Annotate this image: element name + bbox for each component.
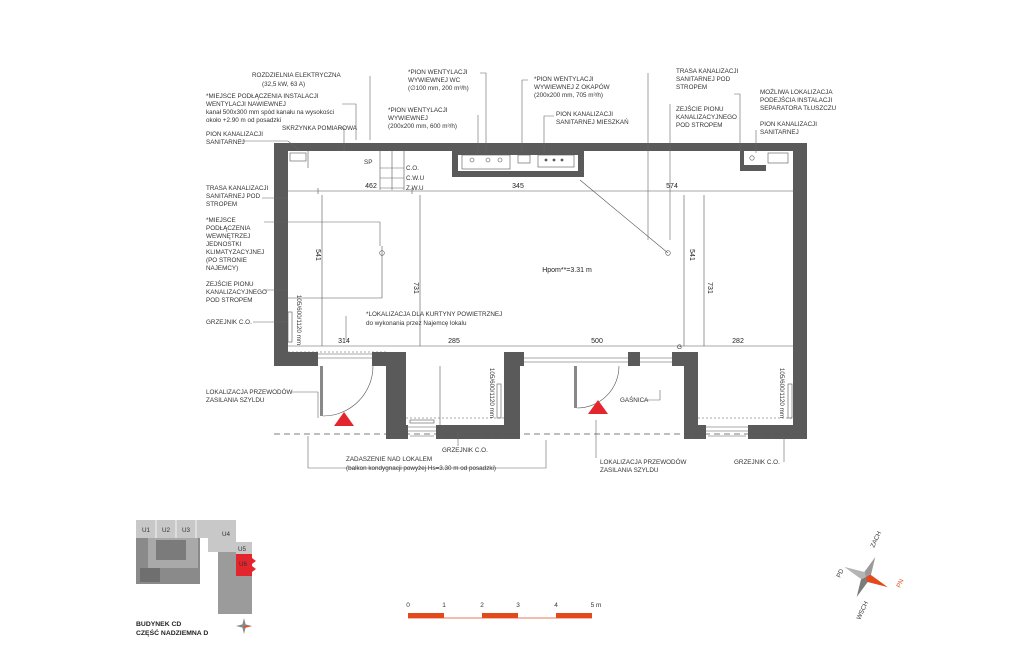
- svg-text:KANALIZACYJNEGO: KANALIZACYJNEGO: [676, 114, 737, 121]
- svg-text:PODŁĄCZENIA: PODŁĄCZENIA: [206, 225, 251, 232]
- svg-text:ZEJŚCIE PIONU: ZEJŚCIE PIONU: [676, 106, 724, 113]
- svg-text:około +2.90 m od posadzki: około +2.90 m od posadzki: [206, 117, 282, 124]
- svg-text:(32,5 kW, 63 A): (32,5 kW, 63 A): [262, 81, 306, 88]
- callout-zasilanie-prawe: [600, 457, 686, 474]
- callout-trasa-lewa: [206, 185, 269, 208]
- svg-text:KANALIZACYJNEGO: KANALIZACYJNEGO: [206, 289, 267, 296]
- svg-text:GAŚNICA: GAŚNICA: [620, 397, 649, 404]
- dim-vertical-1: 541: [314, 249, 321, 261]
- svg-text:ZASILANIA SZYLDU: ZASILANIA SZYLDU: [206, 397, 265, 404]
- svg-text:SKRZYNKA POMIAROWA: SKRZYNKA POMIAROWA: [282, 125, 357, 132]
- key-unit-2: U2: [162, 527, 171, 534]
- callout-grzejnik-lewy: [206, 319, 252, 326]
- pipe-zwu: Z.W.U: [406, 185, 424, 192]
- svg-text:SANITARNEJ POD: SANITARNEJ POD: [206, 193, 261, 200]
- callout-trasa-prawa: [676, 68, 739, 91]
- svg-text:SANITARNEJ POD: SANITARNEJ POD: [676, 76, 731, 83]
- radiator-mid-size: 105/600/1120 mm: [488, 367, 495, 419]
- svg-text:WENTYLACJI NAWIEWNEJ: WENTYLACJI NAWIEWNEJ: [206, 101, 286, 108]
- callout-zasilanie-lewe: [206, 387, 292, 404]
- fixtures: [290, 153, 788, 255]
- svg-text:NAJEMCY): NAJEMCY): [206, 265, 239, 272]
- callout-grzejnik-dol-lewy: [442, 447, 488, 454]
- dim-bottom-2: 285: [448, 338, 460, 345]
- callout-skrzynka: [282, 125, 358, 132]
- callout-rozdzielnia: [252, 72, 342, 88]
- svg-text:SANITARNEJ: SANITARNEJ: [760, 129, 799, 136]
- svg-text:*MIEJSCE: *MIEJSCE: [206, 217, 236, 224]
- svg-text:POD STROPEM: POD STROPEM: [676, 122, 723, 129]
- svg-text:PODEJŚCIA INSTALACJI: PODEJŚCIA INSTALACJI: [760, 97, 833, 104]
- svg-text:GRZEJNIK C.O.: GRZEJNIK C.O.: [206, 319, 252, 326]
- callout-pion-kanalizacji-mieszkan: [556, 111, 629, 126]
- key-plan-caption-2: CZĘŚĆ NADZIEMNA D: [136, 630, 209, 637]
- svg-text:SANITARNEJ MIESZKAŃ: SANITARNEJ MIESZKAŃ: [556, 119, 629, 126]
- callout-zejscie-lewe: [206, 279, 267, 304]
- svg-text:POD STROPEM: POD STROPEM: [206, 297, 253, 304]
- svg-text:ZASILANIA SZYLDU: ZASILANIA SZYLDU: [600, 467, 659, 474]
- radiator-right-size: 105/600/1120 mm: [778, 367, 785, 419]
- callout-pion-kanalizacji-prawy: [760, 121, 817, 136]
- svg-text:ZEJŚCIE PIONU: ZEJŚCIE PIONU: [206, 281, 254, 288]
- callout-pion-wentylacji-wc: [408, 69, 469, 92]
- key-unit-5: U5: [238, 546, 247, 553]
- entrance-marker-right: [588, 400, 608, 414]
- svg-text:PION KANALIZACJI: PION KANALIZACJI: [760, 121, 818, 128]
- svg-text:TRASA KANALIZACJI: TRASA KANALIZACJI: [206, 185, 269, 192]
- pipe-sp: SP: [364, 159, 373, 166]
- callout-klimatyzacja: [206, 217, 264, 272]
- key-plan-compass-icon: [236, 618, 252, 634]
- svg-text:PION KANALIZACJI: PION KANALIZACJI: [556, 111, 614, 118]
- svg-text:*MIEJSCE PODŁĄCZENIA INSTALACJ: *MIEJSCE PODŁĄCZENIA INSTALACJI: [206, 93, 319, 100]
- svg-text:do wykonania przez Najemcę lok: do wykonania przez Najemcę lokalu: [366, 320, 467, 327]
- dim-vertical-4: 731: [706, 282, 713, 294]
- svg-text:ZADASZENIE NAD LOKALEM: ZADASZENIE NAD LOKALEM: [346, 456, 433, 463]
- svg-text:kanał 500x300 mm spód kanału n: kanał 500x300 mm spód kanału na wysokości: [206, 109, 335, 116]
- svg-text:WYWIEWNEJ WC: WYWIEWNEJ WC: [408, 77, 461, 84]
- svg-text:GRZEJNIK C.O.: GRZEJNIK C.O.: [442, 447, 488, 454]
- scale-label-5: 5 m: [590, 602, 602, 609]
- key-plan-caption-1: BUDYNEK CD: [136, 621, 182, 628]
- callout-gasnica: [620, 395, 649, 404]
- dim-top-3: 574: [666, 183, 678, 190]
- svg-text:SANITARNEJ: SANITARNEJ: [206, 139, 245, 146]
- svg-text:MOŻLIWA LOKALIZACJA: MOŻLIWA LOKALIZACJA: [760, 89, 833, 96]
- key-unit-4: U4: [222, 531, 231, 538]
- svg-text:SEPARATORA TŁUSZCZU: SEPARATORA TŁUSZCZU: [760, 105, 837, 112]
- compass-pn: PN: [895, 577, 906, 589]
- svg-text:*PION WENTYLACJI: *PION WENTYLACJI: [534, 76, 594, 83]
- svg-text:(200x200 mm, 600 m³/h): (200x200 mm, 600 m³/h): [388, 123, 457, 130]
- callout-zadaszenie: [346, 456, 496, 472]
- svg-text:WYWIEWNEJ: WYWIEWNEJ: [388, 115, 428, 122]
- room-height: Hpom**=3.31 m: [542, 267, 592, 274]
- svg-text:*PION WENTYLACJI: *PION WENTYLACJI: [388, 107, 448, 114]
- callout-pion-wentylacji-okap: [534, 76, 610, 99]
- windows: [318, 354, 748, 436]
- svg-text:(balkon kondygnacji powyżej Hs: (balkon kondygnacji powyżej Hs=3.30 m od posadzki): [346, 465, 496, 472]
- svg-text:(PO STRONIE: (PO STRONIE: [206, 257, 247, 264]
- gas-g: G: [677, 344, 682, 351]
- interior-lines: [288, 151, 793, 425]
- dim-vertical-2: 731: [412, 282, 419, 294]
- compass-rose-icon: [843, 555, 890, 598]
- svg-text:GRZEJNIK C.O.: GRZEJNIK C.O.: [734, 459, 780, 466]
- svg-text:KLIMATYZACYJNEJ: KLIMATYZACYJNEJ: [206, 249, 265, 256]
- key-unit-1: U1: [142, 527, 151, 534]
- compass-pd: PD: [835, 567, 846, 579]
- svg-text:STROPEM: STROPEM: [676, 84, 708, 91]
- svg-text:(200x200 mm, 705 m³/h): (200x200 mm, 705 m³/h): [534, 92, 603, 99]
- compass-zach: ZACH: [869, 530, 884, 549]
- svg-text:TRASA KANALIZACJI: TRASA KANALIZACJI: [676, 68, 739, 75]
- radiator-left-size: 105/600/1120 mm: [295, 294, 302, 346]
- callout-pion-wentylacji-wyw: [388, 107, 457, 130]
- svg-text:*PION WENTYLACJI: *PION WENTYLACJI: [408, 69, 468, 76]
- svg-text:JEDNOSTKI: JEDNOSTKI: [206, 241, 242, 248]
- key-unit-3: U3: [182, 527, 191, 534]
- walls: [274, 143, 807, 439]
- scale-label-4: 4: [554, 602, 558, 609]
- scale-label-1: 1: [442, 602, 446, 609]
- scale-label-0: 0: [406, 602, 410, 609]
- pipe-co: C.O.: [406, 165, 419, 172]
- scale-bar: [408, 613, 592, 618]
- svg-text:PION KANALIZACJI: PION KANALIZACJI: [206, 131, 264, 138]
- svg-text:LOKALIZACJA PRZEWODÓW: LOKALIZACJA PRZEWODÓW: [206, 389, 293, 396]
- scale-label-2: 2: [480, 602, 484, 609]
- callout-separator: [760, 87, 837, 112]
- svg-text:(∅100 mm, 200 m³/h): (∅100 mm, 200 m³/h): [408, 85, 469, 92]
- scale-label-3: 3: [516, 602, 520, 609]
- svg-text:STROPEM: STROPEM: [206, 201, 238, 208]
- dim-bottom-1: 314: [338, 338, 350, 345]
- callout-kurtyna: [366, 311, 502, 327]
- svg-text:WEWNĘTRZEJ: WEWNĘTRZEJ: [206, 233, 251, 240]
- dim-bottom-3: 500: [591, 338, 603, 345]
- dim-top-2: 345: [512, 183, 524, 190]
- doors: [320, 366, 619, 419]
- key-unit-6: U6: [239, 561, 248, 568]
- svg-text:*LOKALIZACJA DLA KURTYNY POWIE: *LOKALIZACJA DLA KURTYNY POWIETRZNEJ: [366, 311, 503, 318]
- pipe-cwu: C.W.U: [406, 175, 425, 182]
- dim-top-1: 462: [365, 183, 377, 190]
- entrance-markers: [334, 400, 608, 426]
- svg-text:LOKALIZACJA PRZEWODÓW: LOKALIZACJA PRZEWODÓW: [600, 459, 687, 466]
- radiators: [288, 312, 792, 423]
- compass-wsch: WSCH: [855, 600, 870, 621]
- dim-bottom-4: 282: [732, 338, 744, 345]
- callout-pion-kanalizacji-lewy: [206, 131, 263, 146]
- key-plan: [136, 520, 256, 614]
- svg-text:WYWIEWNEJ Z OKAPÓW: WYWIEWNEJ Z OKAPÓW: [534, 84, 610, 91]
- callout-grzejnik-dol-prawy: [734, 459, 780, 466]
- dim-vertical-3: 541: [688, 249, 695, 261]
- dimension-lines: [288, 188, 793, 346]
- callout-miejsce-wentylacji: [206, 93, 334, 124]
- callout-zejscie-prawe: [676, 104, 737, 129]
- svg-text:ROZDZIELNIA ELEKTRYCZNA: ROZDZIELNIA ELEKTRYCZNA: [252, 72, 341, 79]
